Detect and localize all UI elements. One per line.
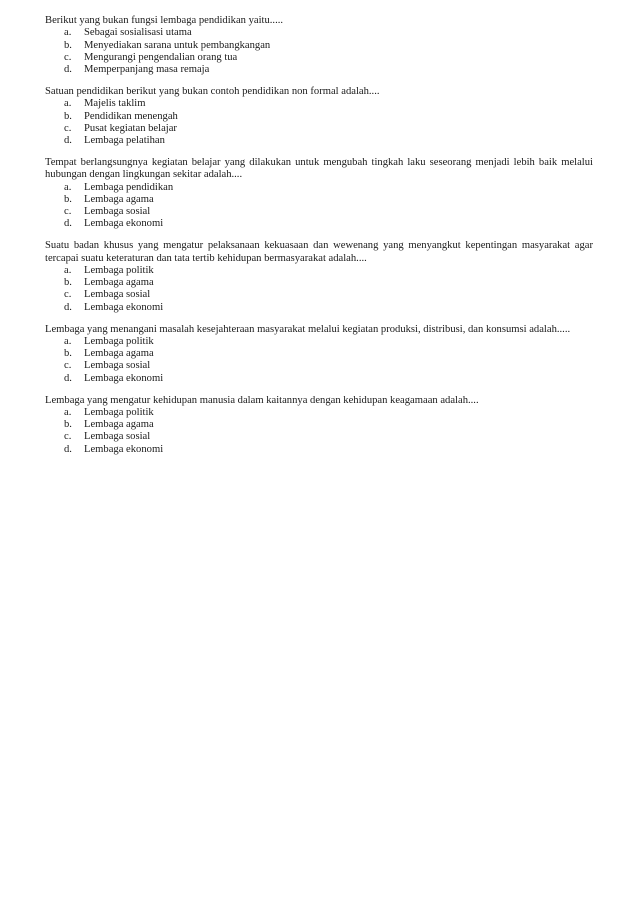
option-letter: b. <box>64 419 72 431</box>
option-b <box>45 419 593 431</box>
option-text: Lembaga sosial <box>84 431 151 443</box>
option-text: Mengurangi pengendalian orang tua <box>84 51 238 63</box>
option-text: Majelis taklim <box>84 98 146 110</box>
option-text: Lembaga ekonomi <box>84 301 164 313</box>
option-b <box>45 194 593 206</box>
question-stem: Berikut yang bukan fungsi lembaga pendidikan yaitu..... <box>45 15 284 26</box>
option-text: Lembaga sosial <box>84 206 151 218</box>
option-letter: d. <box>64 372 72 384</box>
option-letter: b. <box>64 39 72 51</box>
document-page <box>45 15 593 466</box>
question-stem: Suatu badan khusus yang mengatur pelaksanaan kekuasaan dan wewenang yang menyangkut kepentingan masyarakat agar tercapai suatu keteraturan dan tata tertib kehidupan bermasyarakat adalah.... <box>45 240 593 264</box>
option-d <box>45 373 593 385</box>
option-text: Lembaga ekonomi <box>84 372 164 384</box>
option-letter: d. <box>64 64 72 76</box>
option-letter: d. <box>64 443 72 455</box>
option-letter: c. <box>64 431 72 443</box>
options-list <box>45 98 593 147</box>
option-d <box>45 302 593 314</box>
option-c <box>45 52 593 64</box>
option-c <box>45 289 593 301</box>
option-a <box>45 98 593 110</box>
question-stem: Lembaga yang mengatur kehidupan manusia dalam kaitannya dengan kehidupan keagamaan adalah.... <box>45 394 479 406</box>
option-text: Lembaga ekonomi <box>84 218 164 230</box>
option-c <box>45 206 593 218</box>
options-list <box>45 336 593 385</box>
question-2 <box>45 86 593 147</box>
option-d <box>45 444 593 456</box>
question-stem: Lembaga yang menangani masalah kesejahteraan masyarakat melalui kegiatan produksi, distribusi, dan konsumsi adalah..... <box>45 323 571 335</box>
option-text: Sebagai sosialisasi utama <box>84 27 192 39</box>
option-letter: b. <box>64 110 72 122</box>
option-b <box>45 348 593 360</box>
option-letter: c. <box>64 206 72 218</box>
question-6 <box>45 395 593 456</box>
option-text: Lembaga politik <box>84 264 154 276</box>
option-letter: c. <box>64 289 72 301</box>
option-text: Pendidikan menengah <box>84 110 178 122</box>
option-a <box>45 265 593 277</box>
option-text: Lembaga sosial <box>84 289 151 301</box>
question-1 <box>45 15 593 76</box>
question-3 <box>45 157 593 231</box>
option-text: Lembaga agama <box>84 193 154 205</box>
option-b <box>45 40 593 52</box>
question-stem: Tempat berlangsungnya kegiatan belajar yang dilakukan untuk mengubah tingkah laku seseorang menjadi lebih baik melalui hubungan dengan lingkungan sekitar adalah.... <box>45 156 593 181</box>
option-letter: a. <box>64 27 72 39</box>
option-c <box>45 431 593 443</box>
option-text: Memperpanjang masa remaja <box>84 64 210 76</box>
option-text: Lembaga agama <box>84 277 154 289</box>
question-stem: Satuan pendidikan berikut yang bukan contoh pendidikan non formal adalah.... <box>45 85 380 97</box>
option-text: Lembaga agama <box>84 348 154 360</box>
option-letter: d. <box>64 135 72 147</box>
option-text: Pusat kegiatan belajar <box>84 122 177 134</box>
option-letter: d. <box>64 301 72 313</box>
option-letter: b. <box>64 193 72 205</box>
question-5 <box>45 324 593 385</box>
option-text: Lembaga pelatihan <box>84 135 165 147</box>
option-letter: c. <box>64 122 72 134</box>
option-c <box>45 123 593 135</box>
options-list <box>45 265 593 314</box>
option-letter: b. <box>64 348 72 360</box>
option-d <box>45 64 593 76</box>
option-text: Lembaga politik <box>84 335 154 347</box>
option-text: Menyediakan sarana untuk pembangkangan <box>84 39 271 51</box>
option-letter: c. <box>64 51 72 63</box>
option-b <box>45 277 593 289</box>
option-b <box>45 111 593 123</box>
option-text: Lembaga pendidikan <box>84 181 174 193</box>
option-c <box>45 360 593 372</box>
option-a <box>45 182 593 194</box>
option-text: Lembaga politik <box>84 406 154 418</box>
option-a <box>45 336 593 348</box>
option-a <box>45 407 593 419</box>
option-letter: a. <box>64 98 72 110</box>
option-text: Lembaga sosial <box>84 360 151 372</box>
option-a <box>45 27 593 39</box>
option-letter: b. <box>64 277 72 289</box>
option-d <box>45 135 593 147</box>
option-letter: a. <box>64 181 72 193</box>
option-text: Lembaga agama <box>84 419 154 431</box>
option-d <box>45 218 593 230</box>
option-letter: a. <box>64 335 72 347</box>
options-list <box>45 182 593 231</box>
option-letter: c. <box>64 360 72 372</box>
question-4 <box>45 240 593 314</box>
option-letter: a. <box>64 264 72 276</box>
option-letter: a. <box>64 406 72 418</box>
options-list <box>45 407 593 456</box>
options-list <box>45 27 593 76</box>
option-text: Lembaga ekonomi <box>84 443 164 455</box>
option-letter: d. <box>64 218 72 230</box>
